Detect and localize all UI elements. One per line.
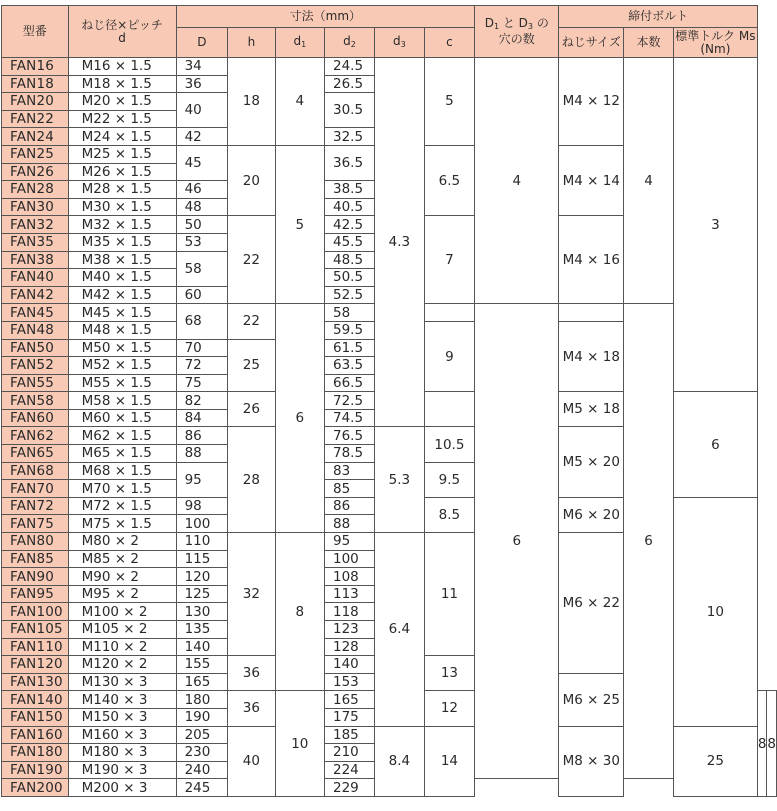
screw-cell: M4 × 18 (559, 321, 624, 391)
d2-cell: 72.5 (324, 392, 374, 410)
d2-cell: 74.5 (324, 409, 374, 427)
c-cell: 10.5 (424, 427, 474, 462)
thread-cell: M40 × 1.5 (68, 269, 176, 287)
screw-cell: M6 × 25 (559, 673, 624, 726)
torque-cell: 3 (673, 58, 757, 392)
model-cell: FAN58 (2, 392, 69, 410)
model-cell: FAN50 (2, 339, 69, 357)
screw-cell: M8 × 30 (559, 726, 624, 796)
header-D: D (176, 28, 228, 58)
d2-cell: 63.5 (324, 357, 374, 375)
d2-cell: 185 (324, 726, 374, 744)
d2-cell: 83 (324, 462, 374, 480)
model-cell: FAN60 (2, 409, 69, 427)
d2-cell: 95 (324, 533, 374, 551)
thread-cell: M48 × 1.5 (68, 321, 176, 339)
header-d2-sub: 2 (350, 39, 356, 49)
c-cell: 13 (424, 656, 474, 691)
D-cell: 53 (176, 233, 228, 251)
D-cell: 82 (176, 392, 228, 410)
h-cell: 36 (228, 691, 276, 726)
d2-cell: 50.5 (324, 269, 374, 287)
d2-cell: 76.5 (324, 427, 374, 445)
c-cell (424, 392, 474, 427)
h-cell: 22 (228, 304, 276, 339)
model-cell: FAN28 (2, 181, 69, 199)
h-cell: 36 (228, 656, 276, 691)
model-cell: FAN30 (2, 198, 69, 216)
thread-cell: M18 × 1.5 (68, 75, 176, 93)
model-cell: FAN68 (2, 462, 69, 480)
header-torque-line1: 標準トルク Ms (675, 28, 756, 43)
D-cell: 130 (176, 603, 228, 621)
screw-cell: M4 × 16 (559, 216, 624, 304)
c-cell: 14 (424, 726, 474, 796)
d2-cell: 140 (324, 656, 374, 674)
c-cell: 12 (424, 691, 474, 726)
D-cell: 205 (176, 726, 228, 744)
count-cell: 4 (624, 58, 674, 304)
D-cell: 88 (176, 445, 228, 463)
thread-cell: M70 × 1.5 (68, 480, 176, 498)
thread-cell: M22 × 1.5 (68, 110, 176, 128)
header-holes (475, 6, 559, 58)
D-cell: 165 (176, 673, 228, 691)
header-thread-line1: ねじ径×ピッチ (81, 17, 163, 32)
header-d2 (324, 28, 374, 58)
header-d1-text: d (293, 33, 302, 48)
header-d2-text: d (343, 33, 351, 48)
d2-cell: 48.5 (324, 251, 374, 269)
c-cell: 7 (424, 216, 474, 304)
d2-cell: 123 (324, 621, 374, 639)
model-cell: FAN150 (2, 708, 69, 726)
header-c: c (424, 28, 474, 58)
model-cell: FAN160 (2, 726, 69, 744)
thread-cell: M38 × 1.5 (68, 251, 176, 269)
d2-cell: 210 (324, 744, 374, 762)
header-holes-D1: D (484, 16, 494, 30)
D-cell: 48 (176, 198, 228, 216)
torque-cell: 6 (673, 392, 757, 498)
d2-cell: 86 (324, 497, 374, 515)
model-cell: FAN72 (2, 497, 69, 515)
D-cell: 125 (176, 585, 228, 603)
D-cell: 98 (176, 497, 228, 515)
h-cell: 25 (228, 339, 276, 392)
h-cell: 18 (228, 58, 276, 146)
screw-cell: M6 × 22 (559, 533, 624, 674)
thread-cell: M20 × 1.5 (68, 93, 176, 111)
model-cell: FAN22 (2, 110, 69, 128)
D-cell: 115 (176, 550, 228, 568)
torque-cell: 25 (673, 726, 757, 796)
d2-cell: 100 (324, 550, 374, 568)
d2-cell: 32.5 (324, 128, 374, 146)
d2-cell: 165 (324, 691, 374, 709)
thread-cell: M80 × 2 (68, 533, 176, 551)
header-d3 (375, 28, 425, 58)
thread-cell: M90 × 2 (68, 568, 176, 586)
header-h: h (228, 28, 276, 58)
header-model: 型番 (2, 6, 69, 58)
thread-cell: M72 × 1.5 (68, 497, 176, 515)
model-cell: FAN100 (2, 603, 69, 621)
thread-cell: M65 × 1.5 (68, 445, 176, 463)
c-cell: 9.5 (424, 462, 474, 497)
d2-cell: 42.5 (324, 216, 374, 234)
d1-cell: 8 (275, 533, 324, 691)
model-cell: FAN42 (2, 286, 69, 304)
D-cell: 155 (176, 656, 228, 674)
count-cell: 8 (767, 691, 777, 797)
model-cell: FAN75 (2, 515, 69, 533)
D-cell: 68 (176, 304, 228, 339)
model-cell: FAN20 (2, 93, 69, 111)
D-cell: 120 (176, 568, 228, 586)
D-cell: 245 (176, 779, 228, 797)
h-cell: 28 (228, 427, 276, 533)
d2-cell: 36.5 (324, 145, 374, 180)
model-cell: FAN105 (2, 621, 69, 639)
model-cell: FAN110 (2, 638, 69, 656)
thread-cell: M26 × 1.5 (68, 163, 176, 181)
D-cell: 46 (176, 181, 228, 199)
D-cell: 40 (176, 93, 228, 128)
c-cell: 8.5 (424, 497, 474, 532)
D-cell: 84 (176, 409, 228, 427)
D-cell: 50 (176, 216, 228, 234)
thread-cell: M100 × 2 (68, 603, 176, 621)
d2-cell: 88 (324, 515, 374, 533)
model-cell: FAN55 (2, 374, 69, 392)
d2-cell: 61.5 (324, 339, 374, 357)
thread-cell: M62 × 1.5 (68, 427, 176, 445)
header-count: 本数 (624, 28, 674, 58)
D-cell: 180 (176, 691, 228, 709)
d2-cell: 58 (324, 304, 374, 322)
model-cell: FAN52 (2, 357, 69, 375)
model-cell: FAN45 (2, 304, 69, 322)
d2-cell: 224 (324, 761, 374, 779)
thread-cell: M32 × 1.5 (68, 216, 176, 234)
model-cell: FAN16 (2, 58, 69, 76)
thread-cell: M75 × 1.5 (68, 515, 176, 533)
thread-cell: M68 × 1.5 (68, 462, 176, 480)
header-holes-suffix: の (533, 16, 549, 30)
model-cell: FAN35 (2, 233, 69, 251)
D-cell: 95 (176, 462, 228, 497)
screw-cell: M6 × 20 (559, 497, 624, 532)
D-cell: 70 (176, 339, 228, 357)
model-cell: FAN200 (2, 779, 69, 797)
d2-cell: 59.5 (324, 321, 374, 339)
screw-cell: M5 × 20 (559, 427, 624, 497)
thread-cell: M130 × 3 (68, 673, 176, 691)
thread-cell: M105 × 2 (68, 621, 176, 639)
d2-cell: 40.5 (324, 198, 374, 216)
torque-cell: 10 (673, 497, 757, 726)
D-cell: 75 (176, 374, 228, 392)
thread-cell: M110 × 2 (68, 638, 176, 656)
d2-cell: 24.5 (324, 58, 374, 76)
d3-cell: 5.3 (375, 427, 425, 533)
d2-cell: 30.5 (324, 93, 374, 128)
D-cell: 140 (176, 638, 228, 656)
d2-cell: 45.5 (324, 233, 374, 251)
thread-cell: M180 × 3 (68, 744, 176, 762)
model-cell: FAN85 (2, 550, 69, 568)
d2-cell: 128 (324, 638, 374, 656)
model-cell: FAN62 (2, 427, 69, 445)
holes-cell: 6 (475, 304, 559, 779)
model-cell: FAN130 (2, 673, 69, 691)
model-cell: FAN95 (2, 585, 69, 603)
D-cell: 42 (176, 128, 228, 146)
thread-cell: M120 × 2 (68, 656, 176, 674)
h-cell: 40 (228, 726, 276, 796)
h-cell: 26 (228, 392, 276, 427)
D-cell: 86 (176, 427, 228, 445)
D-cell: 135 (176, 621, 228, 639)
header-d1 (275, 28, 324, 58)
model-cell: FAN40 (2, 269, 69, 287)
h-cell: 22 (228, 216, 276, 304)
model-cell: FAN24 (2, 128, 69, 146)
D-cell: 58 (176, 251, 228, 286)
d2-cell: 85 (324, 480, 374, 498)
thread-cell: M150 × 3 (68, 708, 176, 726)
thread-cell: M45 × 1.5 (68, 304, 176, 322)
d2-cell: 229 (324, 779, 374, 797)
D-cell: 100 (176, 515, 228, 533)
thread-cell: M95 × 2 (68, 585, 176, 603)
header-torque (673, 28, 757, 58)
D-cell: 36 (176, 75, 228, 93)
thread-cell: M190 × 3 (68, 761, 176, 779)
thread-cell: M16 × 1.5 (68, 58, 176, 76)
c-cell: 6.5 (424, 145, 474, 215)
thread-cell: M52 × 1.5 (68, 357, 176, 375)
c-cell: 9 (424, 321, 474, 391)
model-cell: FAN48 (2, 321, 69, 339)
d2-cell: 52.5 (324, 286, 374, 304)
d3-cell: 4.3 (375, 58, 425, 427)
c-cell: 11 (424, 533, 474, 656)
thread-cell: M55 × 1.5 (68, 374, 176, 392)
d1-cell: 4 (275, 58, 324, 146)
c-cell (424, 304, 474, 322)
thread-cell: M160 × 3 (68, 726, 176, 744)
thread-cell: M25 × 1.5 (68, 145, 176, 163)
D-cell: 72 (176, 357, 228, 375)
model-cell: FAN190 (2, 761, 69, 779)
model-cell: FAN70 (2, 480, 69, 498)
d3-cell: 8.4 (375, 726, 425, 796)
count-cell: 6 (624, 304, 674, 779)
d1-cell: 5 (275, 145, 324, 303)
header-thread-line2: d (118, 30, 126, 45)
holes-cell: 4 (475, 58, 559, 304)
header-thread (68, 6, 176, 58)
model-cell: FAN26 (2, 163, 69, 181)
D-cell: 60 (176, 286, 228, 304)
model-cell: FAN180 (2, 744, 69, 762)
h-cell: 32 (228, 533, 276, 656)
header-d1-sub: 1 (301, 39, 307, 49)
model-cell: FAN140 (2, 691, 69, 709)
header-holes-sub1: 1 (493, 22, 500, 31)
thread-cell: M28 × 1.5 (68, 181, 176, 199)
d2-cell: 66.5 (324, 374, 374, 392)
model-cell: FAN25 (2, 145, 69, 163)
d2-cell: 113 (324, 585, 374, 603)
thread-cell: M30 × 1.5 (68, 198, 176, 216)
d2-cell: 78.5 (324, 445, 374, 463)
model-cell: FAN18 (2, 75, 69, 93)
thread-cell: M42 × 1.5 (68, 286, 176, 304)
holes-cell: 8 (757, 691, 767, 797)
model-cell: FAN120 (2, 656, 69, 674)
D-cell: 230 (176, 744, 228, 762)
header-holes-sub2: 3 (527, 22, 534, 31)
table-row (2, 58, 777, 76)
thread-cell: M200 × 3 (68, 779, 176, 797)
screw-cell (559, 304, 624, 322)
d2-cell: 108 (324, 568, 374, 586)
header-d3-text: d (393, 33, 401, 48)
header-torque-line2: (Nm) (700, 41, 731, 56)
model-cell: FAN32 (2, 216, 69, 234)
d2-cell: 118 (324, 603, 374, 621)
model-cell: FAN80 (2, 533, 69, 551)
header-holes-line2: 穴の数 (498, 32, 535, 46)
D-cell: 240 (176, 761, 228, 779)
screw-cell: M5 × 18 (559, 392, 624, 427)
thread-cell: M35 × 1.5 (68, 233, 176, 251)
d2-cell: 38.5 (324, 181, 374, 199)
thread-cell: M58 × 1.5 (68, 392, 176, 410)
thread-cell: M140 × 3 (68, 691, 176, 709)
model-cell: FAN65 (2, 445, 69, 463)
D-cell: 45 (176, 145, 228, 180)
d3-cell: 6.4 (375, 533, 425, 727)
screw-cell: M4 × 12 (559, 58, 624, 146)
d2-cell: 175 (324, 708, 374, 726)
D-cell: 110 (176, 533, 228, 551)
thread-cell: M60 × 1.5 (68, 409, 176, 427)
thread-cell: M50 × 1.5 (68, 339, 176, 357)
d1-cell: 10 (275, 691, 324, 797)
header-d3-sub: 3 (400, 39, 406, 49)
thread-cell: M85 × 2 (68, 550, 176, 568)
model-cell: FAN90 (2, 568, 69, 586)
spec-table (1, 5, 777, 797)
header-bolts: 締付ボルト (559, 6, 757, 28)
D-cell: 34 (176, 58, 228, 76)
d2-cell: 26.5 (324, 75, 374, 93)
h-cell: 20 (228, 145, 276, 215)
screw-cell: M4 × 14 (559, 145, 624, 215)
d1-cell: 6 (275, 304, 324, 533)
header-dimensions: 寸法（mm） (176, 6, 475, 28)
D-cell: 190 (176, 708, 228, 726)
thread-cell: M24 × 1.5 (68, 128, 176, 146)
header-holes-mid: と D (499, 16, 528, 30)
model-cell: FAN38 (2, 251, 69, 269)
header-screw-size: ねじサイズ (559, 28, 624, 58)
d2-cell: 153 (324, 673, 374, 691)
c-cell: 5 (424, 58, 474, 146)
